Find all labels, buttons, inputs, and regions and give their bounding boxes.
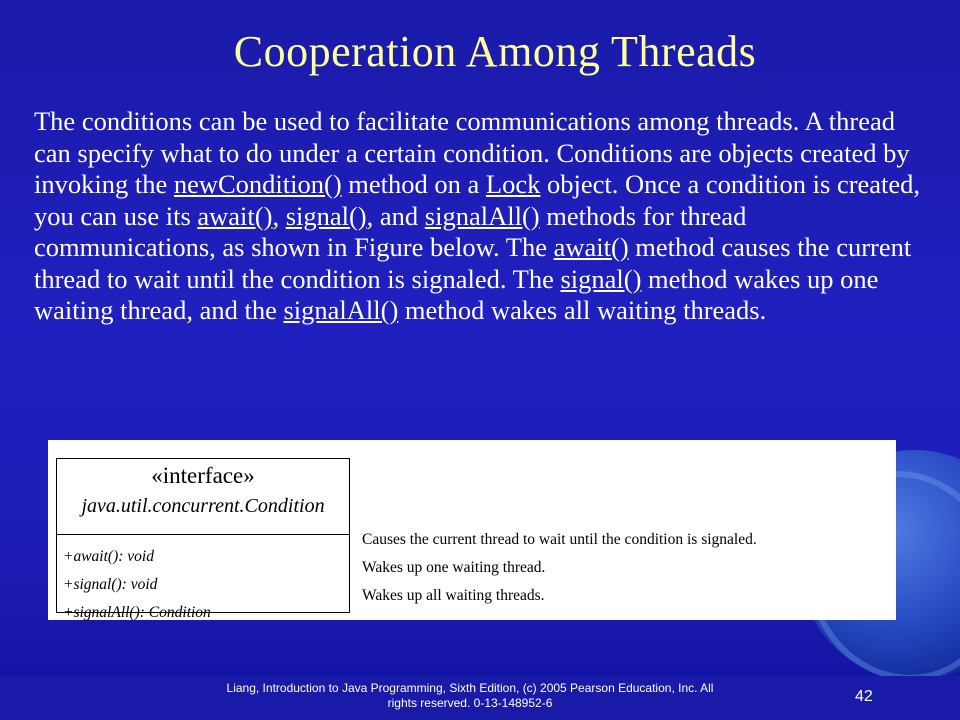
code-reference: signalAll(): [424, 200, 540, 231]
uml-desc-await: Causes the current thread to wait until the condition is signaled.: [362, 531, 757, 548]
body-text-segment: method on a: [341, 169, 486, 199]
footer-line-1: Liang, Introduction to Java Programming, Sixth Edition, (c) 2005 Pearson Education, Inc. All: [226, 681, 714, 695]
code-reference: await(): [197, 200, 273, 231]
code-reference: await(): [553, 232, 629, 262]
code-reference: newCondition(): [173, 169, 342, 199]
uml-desc-signal: Wakes up one waiting thread.: [362, 559, 546, 576]
uml-interface-name: java.util.concurrent.Condition: [81, 495, 325, 517]
body-text-segment: object. Once a condition is created, you can use its: [34, 169, 921, 231]
uml-class-box: [56, 458, 350, 621]
uml-separator: [57, 534, 349, 535]
uml-diagram: [48, 440, 896, 620]
code-reference: Lock: [485, 169, 541, 199]
uml-stereotype: «interface»: [151, 463, 255, 488]
slide-title: Cooperation Among Threads: [233, 27, 757, 76]
uml-desc-signalall: Wakes up all waiting threads.: [362, 587, 545, 604]
body-text-segment: method wakes all waiting threads.: [398, 295, 767, 325]
page-number: 42: [855, 688, 873, 705]
code-reference: signalAll(): [283, 295, 399, 325]
body-text-segment: The conditions can be used to facilitate communications among threads. A thread can specify what to do under a certain condition. Conditions are objects created by invoking the: [34, 106, 910, 199]
slide-body-text: [34, 106, 934, 327]
uml-method-signal: +signal(): void: [63, 576, 158, 593]
body-text-segment: method causes the current thread to wait until the condition is signaled. The: [34, 232, 912, 294]
body-text-segment: ,: [272, 200, 286, 231]
code-reference: signal(): [560, 263, 642, 294]
body-text-segment: method wakes up one waiting thread, and the: [34, 263, 879, 325]
code-reference: signal(): [285, 200, 367, 231]
footer-line-2: rights reserved. 0-13-148952-6: [387, 696, 553, 710]
footer-credit: [175, 681, 765, 711]
body-text-segment: methods for thread communications, as shown in Figure below. The: [34, 200, 747, 262]
body-text-segment: , and: [366, 200, 425, 231]
uml-method-await: +await(): void: [63, 548, 154, 565]
uml-method-signalall: +signalAll(): Condition: [63, 604, 211, 621]
